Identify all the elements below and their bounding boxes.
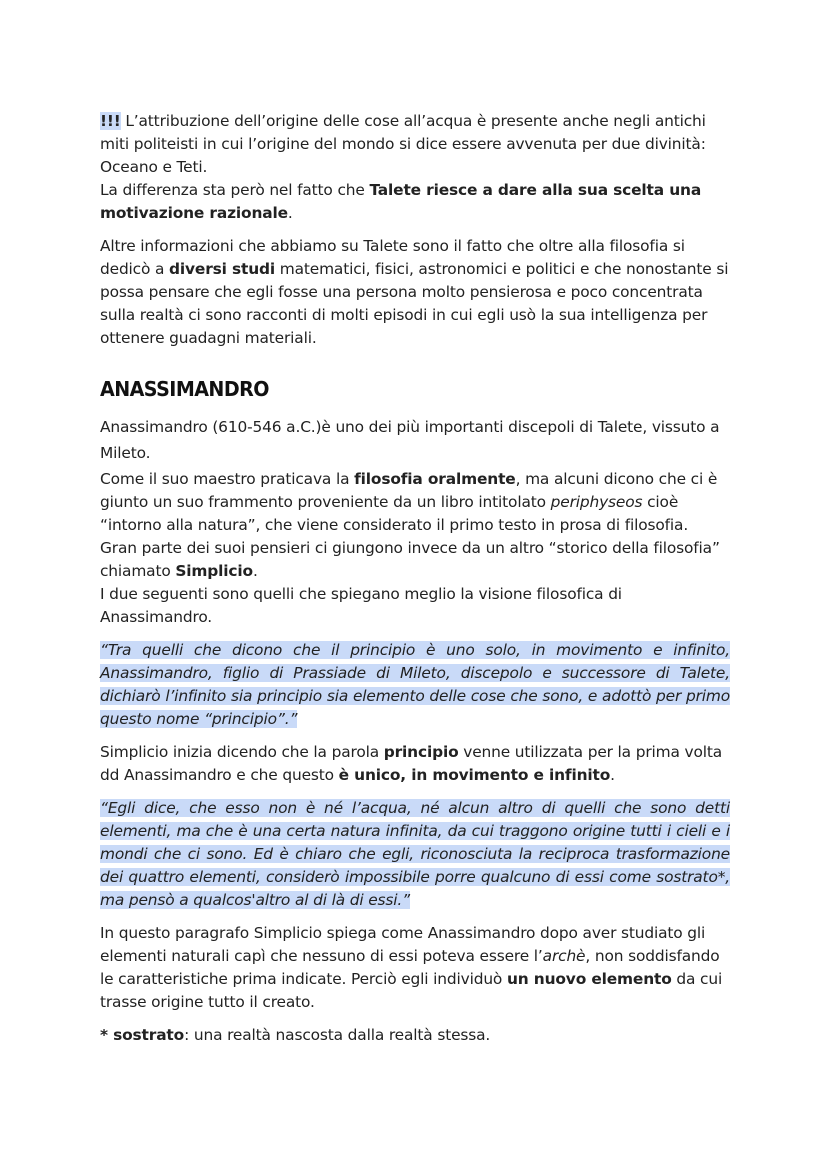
quote-1	[100, 639, 730, 731]
section-paragraph-2-mid: , ma alcuni dicono che ci è giunto un suo frammento proveniente da un libro intitolato	[100, 470, 718, 511]
section-paragraph-1: Anassimandro (610-546 a.C.)è uno dei più importanti discepoli di Talete, vissuto a Mileto.	[100, 418, 720, 462]
section-paragraph-4: I due seguenti sono quelli che spiegano meglio la visione filosofica di Anassimandro.	[100, 585, 622, 626]
section-paragraph-2	[100, 468, 730, 537]
section-paragraph-2-post: cioè “intorno alla natura”, che viene considerato il primo testo in prosa di filosofia.	[100, 493, 689, 534]
warning-marker: !!!	[100, 112, 121, 130]
intro-paragraph-2-post: .	[287, 204, 293, 222]
intro-paragraph-1-text: L’attribuzione dell’origine delle cose all’acqua è presente anche negli antichi miti politeisti in cui l’origine del mondo si dice essere avvenuta per due divinità: Oceano e Teti.	[100, 112, 706, 176]
quote-2-text: “Egli dice, che esso non è né l’acqua, né alcun altro di quelli che sono detti elementi, ma che è una certa natura infinita, da cui traggono origine tutti i cieli e i mondi che ci sono. Ed è chiaro che egli, riconosciuta la reciproca trasformazione dei quattro elementi, considerò impossibile porre qualcuno di essi come sostrato*, ma pensò a qualcos'altro al di là di essi.”	[100, 799, 730, 909]
quote-2	[100, 797, 730, 912]
section-paragraph-6-mid: , non soddisfando le caratteristiche prima indicate. Perciò egli individuò	[100, 947, 720, 988]
footnote-term: * sostrato	[100, 1026, 185, 1044]
section-paragraph-2-pre: Come il suo maestro praticava la	[100, 470, 355, 488]
section-paragraph-5-mid: venne utilizzata per la prima volta dd Anassimandro e che questo	[100, 743, 723, 784]
intro-paragraph-2	[100, 179, 730, 225]
section-paragraph-3-bold: Simplicio	[175, 562, 253, 580]
section-paragraph-3	[100, 537, 730, 583]
section-paragraph-5-pre: Simplicio inizia dicendo che la parola	[100, 743, 384, 761]
section-paragraph-6-post: da cui trasse origine tutto il creato.	[100, 970, 723, 1011]
section-paragraph-6-italic: archè	[542, 947, 586, 965]
intro-paragraph-2-pre: La differenza sta però nel fatto che	[100, 181, 370, 199]
section-paragraph-2-italic: periphyseos	[550, 493, 643, 511]
section-paragraph-6-bold: un nuovo elemento	[506, 970, 672, 988]
intro-paragraph-3-post: matematici, fisici, astronomici e politici e che nonostante si possa pensare che egli fosse una persona molto pensierosa e poco concentrata sulla realtà ci sono racconti di molti episodi in cui egli usò la sua intelligenza per ottenere guadagni materiali.	[100, 260, 729, 347]
footnote	[100, 1024, 730, 1047]
intro-paragraph-2-bold: Talete riesce a dare alla sua scelta una motivazione razionale	[100, 181, 702, 222]
section-paragraph-6	[100, 922, 730, 1014]
section-paragraph-5-bold-1: principio	[383, 743, 459, 761]
section-paragraph-3-pre: Gran parte dei suoi pensieri ci giungono invece da un altro “storico della filosofia” chiamato	[100, 539, 720, 580]
section-paragraph-6-pre: In questo paragrafo Simplicio spiega come Anassimandro dopo aver studiato gli elementi naturali capì che nessuno di essi poteva essere l’	[100, 924, 706, 965]
quote-1-text: “Tra quelli che dicono che il principio è uno solo, in movimento e infinito, Anassimandro, figlio di Prassiade di Mileto, discepolo e successore di Talete, dichiarò l’infinito sia principio sia elemento delle cose che sono, e adottò per primo questo nome “principio”.”	[100, 641, 730, 728]
section-paragraph-3-post: .	[252, 562, 258, 580]
section-title: ANASSIMANDRO	[100, 377, 269, 401]
footnote-text: : una realtà nascosta dalla realtà stessa.	[184, 1026, 491, 1044]
section-paragraph-5	[100, 741, 730, 787]
section-paragraph-5-bold-2: è unico, in movimento e infinito	[338, 766, 611, 784]
intro-paragraph-3-bold: diversi studi	[169, 260, 275, 278]
intro-paragraph-3	[100, 235, 730, 350]
section-paragraph-5-post: .	[610, 766, 615, 784]
document-page	[100, 110, 730, 1047]
intro-paragraph-3-pre: Altre informazioni che abbiamo su Talete sono il fatto che oltre alla filosofia si dedicò a	[100, 237, 685, 278]
intro-paragraph-1	[100, 110, 730, 179]
section-paragraph-2-bold: filosofia oralmente	[354, 470, 516, 488]
